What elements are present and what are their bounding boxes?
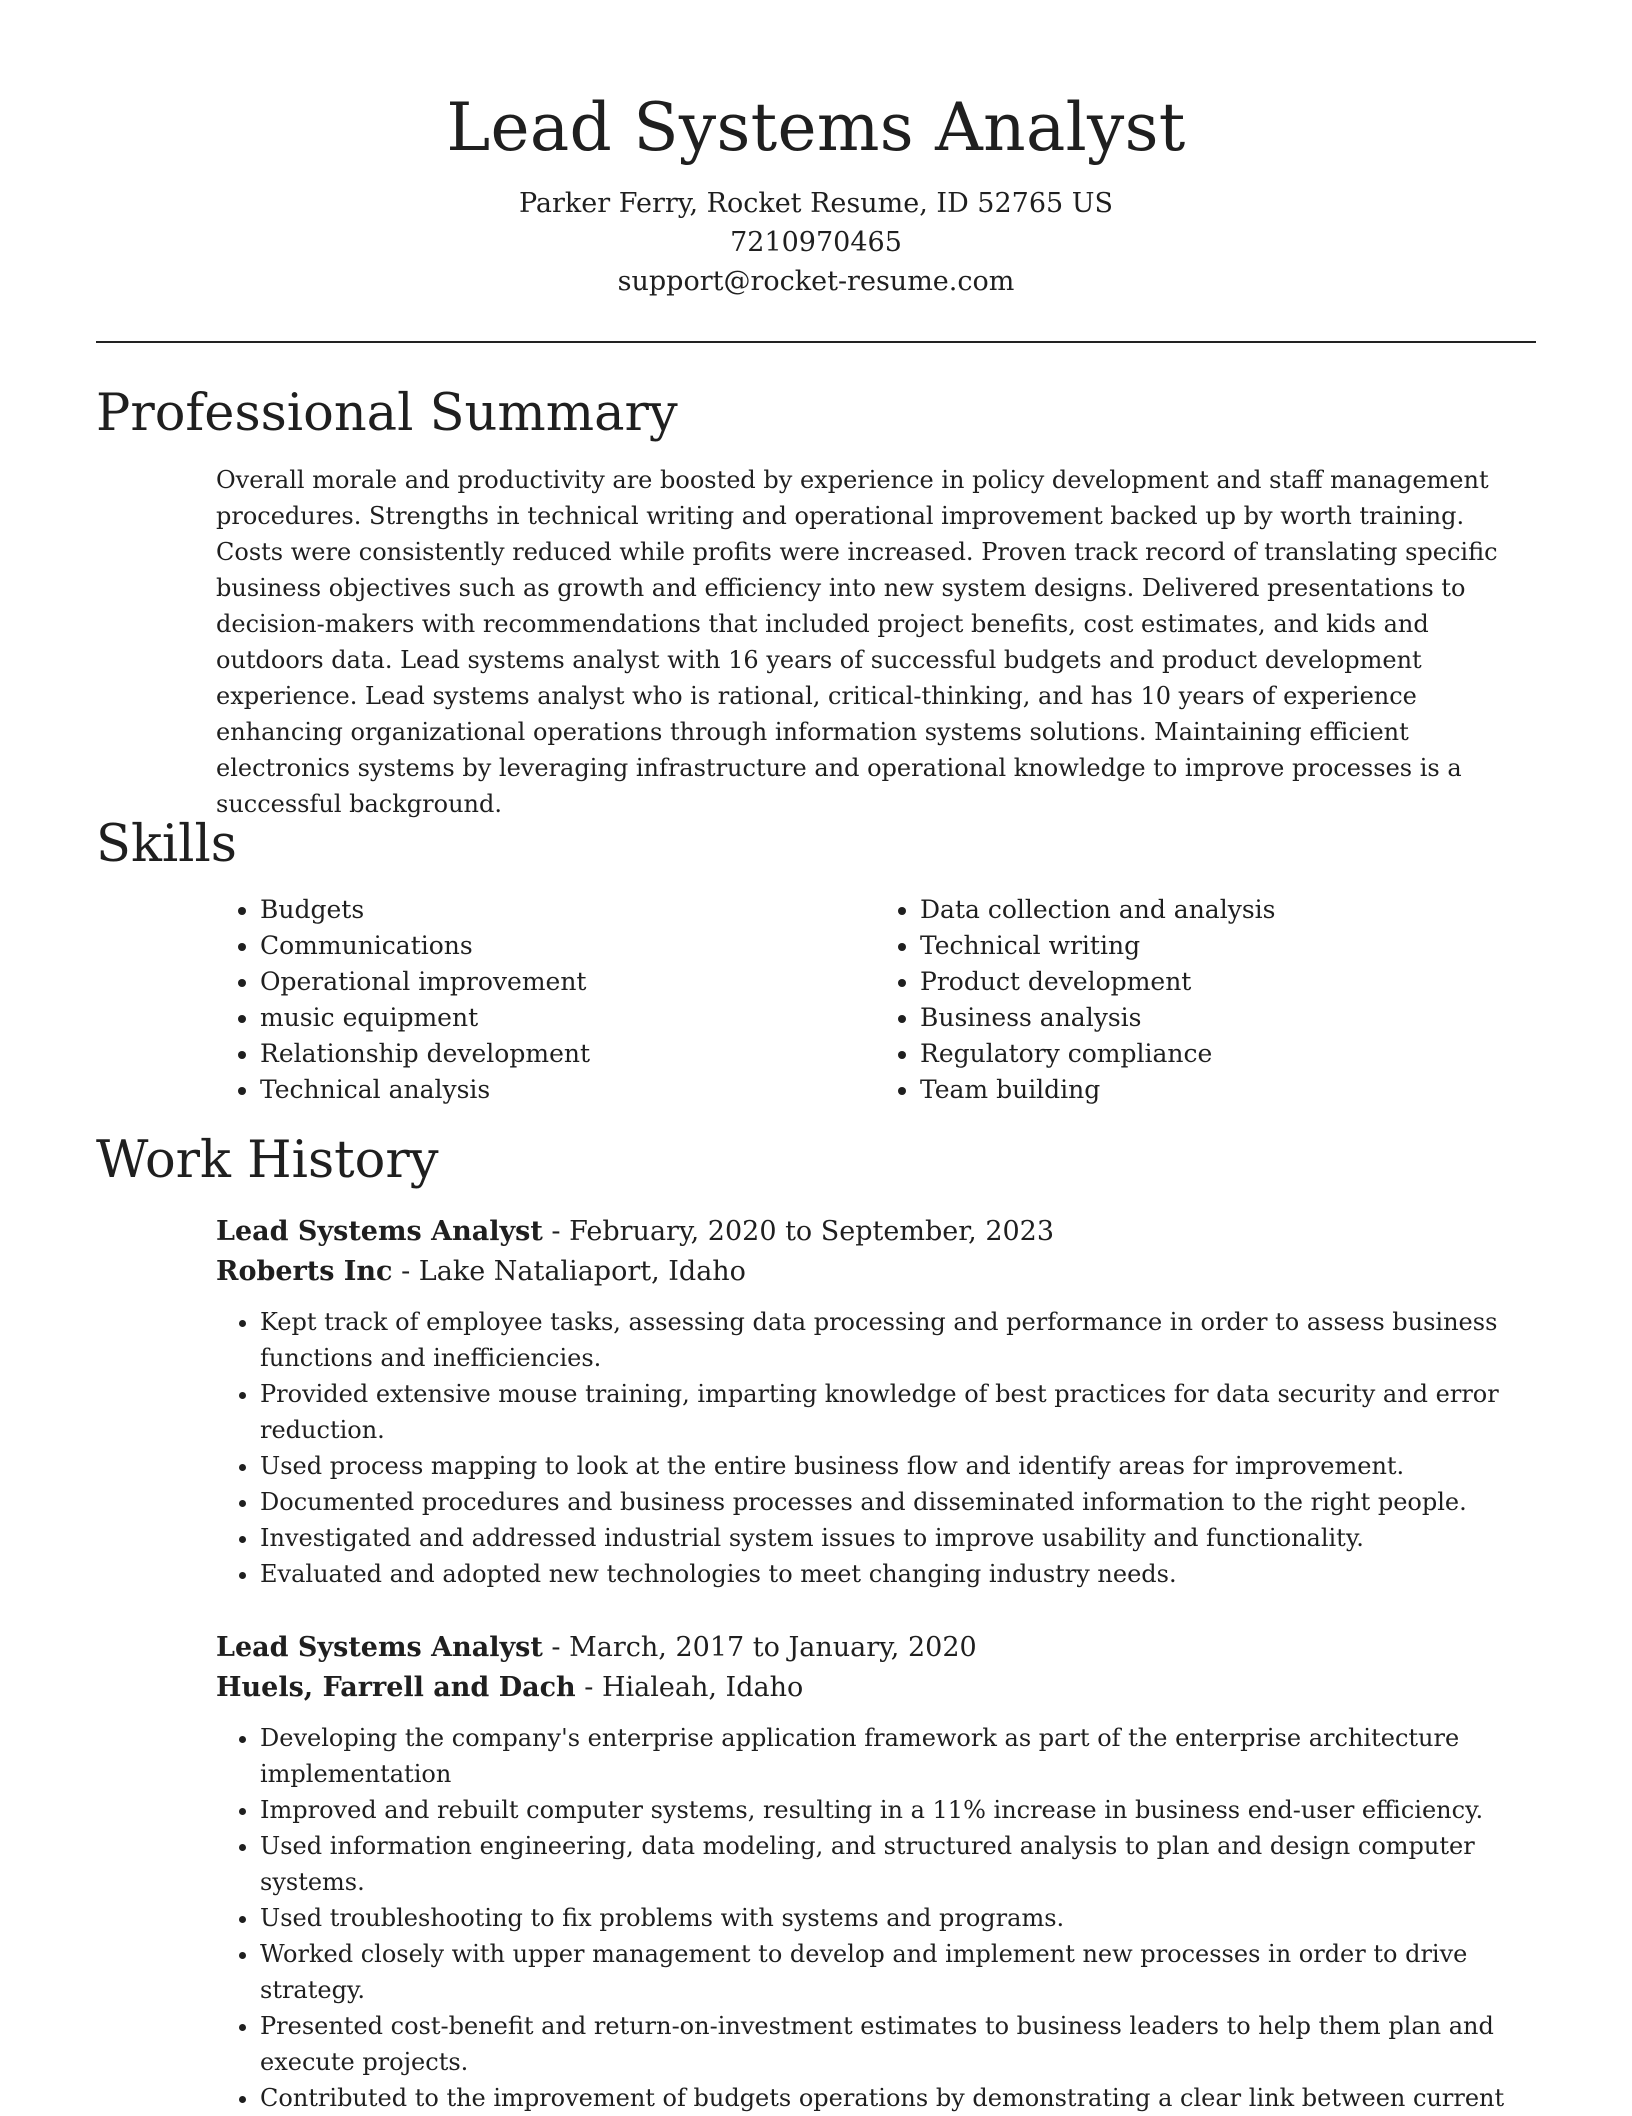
job-bullets: [216, 1304, 1536, 1592]
skill-item: • Technical analysis: [260, 1072, 876, 1108]
job-bullet: • Documented procedures and business processes and disseminated information to the right people.: [260, 1484, 1536, 1520]
skill-item: • Operational improvement: [260, 964, 876, 1000]
job-bullet: • Kept track of employee tasks, assessing data processing and performance in order to assess business functions and inefficiencies.: [260, 1304, 1536, 1376]
contact-address: Parker Ferry, Rocket Resume, ID 52765 US: [518, 188, 1114, 219]
header-divider: [96, 341, 1536, 343]
job-bullet: • Contributed to the improvement of budgets operations by demonstrating a clear link between current: [260, 2080, 1536, 2116]
page-title: Lead Systems Analyst: [446, 89, 1186, 166]
skill-item: • Regulatory compliance: [920, 1036, 1536, 1072]
job-company: Roberts Inc: [216, 1256, 393, 1287]
job-location: - Hialeah, Idaho: [575, 1672, 804, 1703]
section-title-summary: Professional Summary: [96, 384, 678, 443]
job-dates: - February, 2020 to September, 2023: [542, 1216, 1055, 1247]
job-bullet: • Improved and rebuilt computer systems, resulting in a 11% increase in business end-user efficiency.: [260, 1792, 1536, 1828]
job-bullet: • Used process mapping to look at the entire business flow and identify areas for improvement.: [260, 1448, 1536, 1484]
job-bullet: • Investigated and addressed industrial system issues to improve usability and functionality.: [260, 1520, 1536, 1556]
skill-item: • Technical writing: [920, 928, 1536, 964]
skill-item: • Data collection and analysis: [920, 892, 1536, 928]
job-company: Huels, Farrell and Dach: [216, 1672, 576, 1703]
resume-header: [0, 0, 1632, 301]
job-bullet: • Developing the company's enterprise application framework as part of the enterprise architecture implementation: [260, 1720, 1536, 1792]
job-location: - Lake Nataliaport, Idaho: [392, 1256, 746, 1287]
job-bullet: • Used troubleshooting to fix problems with systems and programs.: [260, 1900, 1536, 1936]
job-bullet: • Worked closely with upper management to develop and implement new processes in order to drive strategy.: [260, 1936, 1536, 2008]
skill-item: • Team building: [920, 1072, 1536, 1108]
job-entry: [216, 1212, 1536, 1592]
job-bullet: • Presented cost-benefit and return-on-investment estimates to business leaders to help them plan and execute projects.: [260, 2008, 1536, 2080]
job-bullet: • Used information engineering, data modeling, and structured analysis to plan and design computer systems.: [260, 1828, 1536, 1900]
skill-item: • Communications: [260, 928, 876, 964]
job-entry: [216, 1628, 1536, 2116]
job-bullet: • Provided extensive mouse training, imparting knowledge of best practices for data security and error reduction.: [260, 1376, 1536, 1448]
job-bullet: • Evaluated and adopted new technologies to meet changing industry needs.: [260, 1556, 1536, 1592]
job-title: Lead Systems Analyst: [216, 1632, 543, 1663]
job-title: Lead Systems Analyst: [216, 1216, 543, 1247]
contact-email: support@rocket-resume.com: [617, 266, 1015, 297]
skill-item: • Business analysis: [920, 1000, 1536, 1036]
skill-item: • Budgets: [260, 892, 876, 928]
job-dates: - March, 2017 to January, 2020: [542, 1632, 977, 1663]
job-company-line: [216, 1252, 1536, 1292]
skill-item: • Product development: [920, 964, 1536, 1000]
skill-item: • music equipment: [260, 1000, 876, 1036]
summary-text: Overall morale and productivity are boosted by experience in policy development and staff management procedures. Strengths in technical writing and operational improvement backed up by worth training. Costs were consistently reduced while profits were increased. Proven track record of translating specific business objectives such as growth and efficiency into new system designs. Delivered presentations to decision-makers with recommendations that included project benefits, cost estimates, and kids and outdoors data. Lead systems analyst with 16 years of successful budgets and product development experience. Lead systems analyst who is rational, critical-thinking, and has 10 years of experience enhancing organizational operations through information systems solutions. Maintaining efficient electronics systems by leveraging infrastructure and operational knowledge to improve processes is a successful background.: [216, 466, 1498, 818]
job-company-line: [216, 1668, 1536, 1708]
section-title-work: Work History: [96, 1131, 439, 1190]
skills-list: [216, 892, 1536, 1108]
skills-column-right: [876, 892, 1536, 1108]
contact-phone: 7210970465: [730, 227, 902, 258]
job-bullets: [216, 1720, 1536, 2116]
skill-item: • Relationship development: [260, 1036, 876, 1072]
job-title-line: [216, 1628, 1536, 1668]
section-title-skills: Skills: [96, 815, 237, 874]
job-title-line: [216, 1212, 1536, 1252]
skills-column-left: [216, 892, 876, 1108]
